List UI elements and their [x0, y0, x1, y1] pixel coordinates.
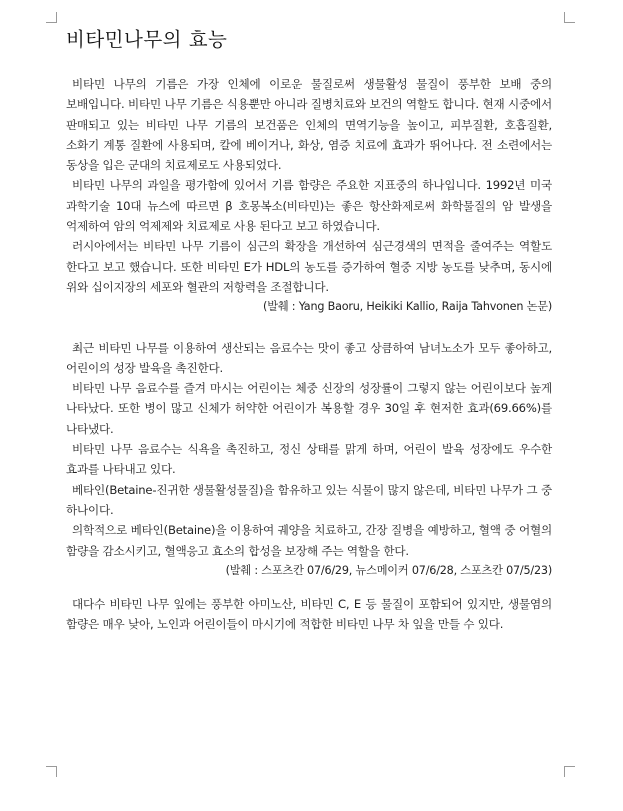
paragraph: 비타민 나무의 기름은 가장 인체에 이로운 물질로써 생물활성 물질이 풍부한 보배 중의 보배입니다. 비타민 나무 기름은 식용뿐만 아니라 질병치료와 보건의 역할도 합니다. 현재 시중에서 판매되고 있는 비타민 나무 기름의 보건품은 인체의 면역기능을 높이고, 피부질환, 호흡질환, 소화기 계통 질환에 사용되며, 칼에 베이거나, 화상, 염증 치료에 효과가 뛰어나다. 전 소련에서는 동상을 입은 군대의 치료제로도 사용되었다. — [66, 77, 552, 173]
paragraph: 베타인(Betaine-진귀한 생물활성물질)을 함유하고 있는 식물이 많지 않은데, 비타민 나무가 그 중 하나이다. — [66, 482, 552, 517]
document-body[interactable] — [66, 26, 552, 635]
paragraph-spacer — [66, 318, 552, 338]
crop-mark-top-left — [46, 12, 57, 23]
crop-mark-bottom-left — [46, 766, 57, 777]
crop-mark-top-right — [564, 12, 575, 23]
paragraph: 의학적으로 베타인(Betaine)을 이용하여 궤양을 치료하고, 간장 질병을 예방하고, 혈액 중 어혈의 함량을 감소시키고, 혈액응고 효소의 합성을 보장해 주는 역할을 한다. — [66, 523, 552, 558]
paragraph: 비타민 나무 음료수는 식욕을 촉진하고, 정신 상태를 맑게 하며, 어린이 발육 성장에도 우수한 효과를 나타내고 있다. — [66, 442, 552, 477]
source-citation: (발췌 : 스포츠칸 07/6/29, 뉴스메이커 07/6/28, 스포츠칸 07/5/23) — [225, 563, 552, 577]
crop-mark-bottom-right — [564, 766, 575, 777]
source-citation: (발췌 : Yang Baoru, Heikiki Kallio, Raija Tahvonen 논문) — [263, 300, 552, 314]
paragraph-spacer — [66, 581, 552, 594]
paragraph: 비타민 나무 음료수를 즐겨 마시는 어린이는 체중 신장의 성장률이 그렇지 않는 어린이보다 높게 나타났다. 또한 병이 많고 신체가 허약한 어린이가 복용할 경우 30일 후 현저한 효과(69.66%)를 나타냈다. — [66, 381, 552, 436]
document-title: 비타민나무의 효능 — [66, 28, 228, 51]
paragraph: 최근 비타민 나무를 이용하여 생산되는 음료수는 맛이 좋고 상큼하여 남녀노소가 모두 좋아하고, 어린이의 성장 발육을 촉진한다. — [66, 340, 552, 375]
paragraph: 러시아에서는 비타민 나무 기름이 심근의 확장을 개선하여 심근경색의 면적을 줄여주는 역할도 한다고 보고 했습니다. 또한 비타민 E가 HDL의 농도를 증가하여 혈중 지방 농도를 낮추며, 동시에 위와 십이지장의 세포와 혈관의 저항력을 조절합니다. — [66, 239, 552, 294]
paragraph: 비타민 나무의 과일을 평가함에 있어서 기름 함량은 주요한 지표중의 하나입니다. 1992년 미국 과학기술 10대 뉴스에 따르면 β 호몽복소(비타민)는 좋은 항산화제로써 화학물질의 암 발생을 억제하여 암의 억제제와 치료제로 사용 된다고 보고 하였습니다. — [66, 178, 552, 234]
paragraph: 대다수 비타민 나무 잎에는 풍부한 아미노산, 비타민 C, E 등 물질이 포함되어 있지만, 생물염의 함량은 매우 낮아, 노인과 어린이들이 마시기에 적합한 비타민 나무 차 잎을 만들 수 있다. — [66, 597, 552, 632]
